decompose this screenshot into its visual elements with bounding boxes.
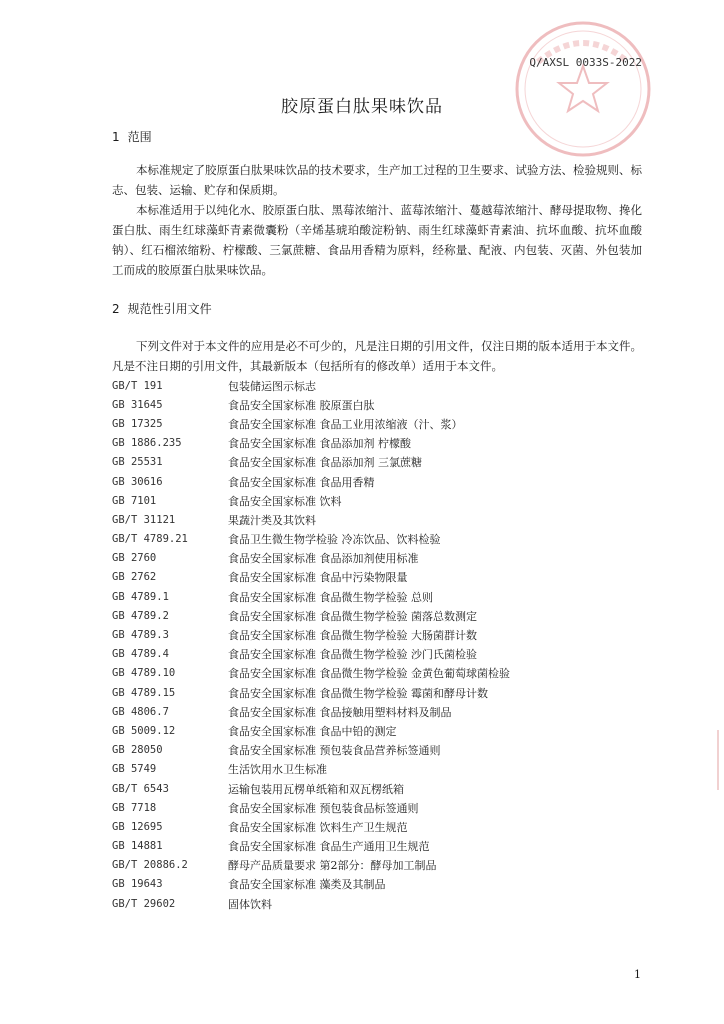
- reference-name: 食品安全国家标准 食品微生物学检验 总则: [228, 590, 433, 604]
- reference-code: GB 2762: [112, 571, 157, 584]
- reference-name: 食品安全国家标准 饮料生产卫生规范: [228, 820, 408, 834]
- reference-name: 食品安全国家标准 食品接触用塑料材料及制品: [228, 705, 452, 719]
- reference-row: [112, 760, 612, 779]
- reference-row: [112, 491, 612, 510]
- reference-name: 食品安全国家标准 食品添加剂 三氯蔗糖: [228, 456, 422, 470]
- reference-row: [112, 587, 612, 606]
- reference-name: 食品安全国家标准 食品添加剂使用标准: [228, 552, 419, 566]
- reference-code: GB 7718: [112, 801, 157, 814]
- reference-name: 运输包装用瓦楞单纸箱和双瓦楞纸箱: [228, 782, 404, 796]
- reference-row: [112, 414, 612, 433]
- reference-code: GB 1886.235: [112, 437, 182, 450]
- reference-row: [112, 568, 612, 587]
- reference-name: 食品安全国家标准 食品添加剂 柠檬酸: [228, 437, 411, 451]
- reference-name: 食品安全国家标准 食品微生物学检验 沙门氏菌检验: [228, 648, 477, 662]
- reference-name: 酵母产品质量要求 第2部分：酵母加工制品: [228, 859, 437, 873]
- reference-code: GB/T 31121: [112, 513, 176, 526]
- reference-row: [112, 645, 612, 664]
- reference-row: [112, 625, 612, 644]
- reference-code: GB 25531: [112, 456, 163, 469]
- section-2-heading: [112, 300, 212, 317]
- reference-name: 果蔬汁类及其饮料: [228, 513, 316, 527]
- reference-name: 食品安全国家标准 食品中铅的测定: [228, 724, 397, 738]
- reference-row: [112, 453, 612, 472]
- reference-code: GB/T 191: [112, 379, 163, 392]
- reference-code: GB 4789.10: [112, 667, 176, 680]
- reference-row: [112, 606, 612, 625]
- reference-code: GB/T 20886.2: [112, 859, 188, 872]
- reference-code: GB/T 29602: [112, 897, 176, 910]
- reference-name: 食品安全国家标准 预包装食品营养标签通则: [228, 744, 441, 758]
- reference-row: [112, 395, 612, 414]
- reference-code: GB 2760: [112, 552, 157, 565]
- reference-code: GB 5009.12: [112, 724, 176, 737]
- section-1-paragraph-1: 本标准规定了胶原蛋白肽果味饮品的技术要求，生产加工过程的卫生要求、试验方法、检验规则、标志、包装、运输、贮存和保质期。: [112, 163, 642, 197]
- reference-code: GB 17325: [112, 417, 163, 430]
- reference-row: [112, 837, 612, 856]
- reference-code: GB 4789.15: [112, 686, 176, 699]
- reference-code: GB/T 4789.21: [112, 533, 188, 546]
- document-title: 胶原蛋白肽果味饮品: [281, 97, 443, 117]
- document-code: Q/AXSL 0033S-2022: [529, 56, 642, 69]
- reference-row: [112, 856, 612, 875]
- reference-name: 食品安全国家标准 食品中污染物限量: [228, 571, 408, 585]
- section-1-heading: [112, 128, 152, 145]
- reference-row: [112, 721, 612, 740]
- reference-row: [112, 798, 612, 817]
- reference-name: 生活饮用水卫生标准: [228, 763, 327, 777]
- reference-code: GB 30616: [112, 475, 163, 488]
- reference-code: GB 14881: [112, 840, 163, 853]
- reference-name: 食品安全国家标准 食品微生物学检验 菌落总数测定: [228, 609, 477, 623]
- reference-row: [112, 894, 612, 913]
- reference-code: GB 4789.4: [112, 648, 169, 661]
- section-2-title: 规范性引用文件: [127, 302, 212, 316]
- reference-code: GB 28050: [112, 744, 163, 757]
- normative-reference-list: [112, 376, 612, 913]
- reference-name: 食品安全国家标准 食品微生物学检验 大肠菌群计数: [228, 629, 477, 643]
- reference-row: [112, 530, 612, 549]
- reference-name: 食品安全国家标准 胶原蛋白肽: [228, 398, 375, 412]
- official-seal-stamp: [508, 14, 658, 164]
- page-number: 1: [634, 968, 641, 981]
- reference-name: 食品安全国家标准 食品用香精: [228, 475, 375, 489]
- reference-row: [112, 510, 612, 529]
- reference-code: GB 7101: [112, 494, 157, 507]
- reference-name: 食品安全国家标准 饮料: [228, 494, 342, 508]
- reference-code: GB 31645: [112, 398, 163, 411]
- reference-name: 食品卫生微生物学检验 冷冻饮品、饮料检验: [228, 533, 441, 547]
- reference-row: [112, 875, 612, 894]
- reference-name: 食品安全国家标准 藻类及其制品: [228, 878, 386, 892]
- reference-row: [112, 664, 612, 683]
- reference-name: 包装储运图示标志: [228, 379, 316, 393]
- reference-code: GB 4789.2: [112, 609, 169, 622]
- reference-row: [112, 683, 612, 702]
- reference-code: GB 12695: [112, 820, 163, 833]
- reference-code: GB 4789.3: [112, 629, 169, 642]
- reference-row: [112, 472, 612, 491]
- reference-name: 食品安全国家标准 食品工业用浓缩液（汁、浆）: [228, 417, 463, 431]
- section-1-paragraph-2: 本标准适用于以纯化水、胶原蛋白肽、黑莓浓缩汁、蓝莓浓缩汁、蔓越莓浓缩汁、酵母提取物、搀化蛋白肽、雨生红球藻虾青素微囊粉（辛烯基琥珀酸淀粉钠、雨生红球藻虾青素油、抗坏血酸、抗坏血酸钠）、红石榴浓缩粉、柠檬酸、三氯蔗糖、食品用香精为原料，经称量、配液、内包装、灭菌、外包装加工而成的胶原蛋白肽果味饮品。: [112, 203, 642, 277]
- reference-row: [112, 376, 612, 395]
- reference-row: [112, 779, 612, 798]
- reference-code: GB 5749: [112, 763, 157, 776]
- reference-row: [112, 741, 612, 760]
- reference-row: [112, 549, 612, 568]
- reference-row: [112, 702, 612, 721]
- section-2-intro: 下列文件对于本文件的应用是必不可少的，凡是注日期的引用文件，仅注日期的版本适用于本文件。凡是不注日期的引用文件，其最新版本（包括所有的修改单）适用于本文件。: [112, 339, 642, 373]
- reference-row: [112, 434, 612, 453]
- reference-name: 食品安全国家标准 食品生产通用卫生规范: [228, 840, 430, 854]
- reference-code: GB/T 6543: [112, 782, 169, 795]
- reference-name: 固体饮料: [228, 897, 272, 911]
- section-1-title: 范围: [127, 130, 152, 144]
- reference-name: 食品安全国家标准 预包装食品标签通则: [228, 801, 419, 815]
- reference-code: GB 19643: [112, 878, 163, 891]
- reference-row: [112, 817, 612, 836]
- reference-code: GB 4789.1: [112, 590, 169, 603]
- section-1-number: 1: [112, 130, 120, 144]
- reference-code: GB 4806.7: [112, 705, 169, 718]
- binding-edge-mark: [716, 730, 720, 790]
- reference-name: 食品安全国家标准 食品微生物学检验 霉菌和酵母计数: [228, 686, 488, 700]
- reference-name: 食品安全国家标准 食品微生物学检验 金黄色葡萄球菌检验: [228, 667, 510, 681]
- section-2-number: 2: [112, 302, 120, 316]
